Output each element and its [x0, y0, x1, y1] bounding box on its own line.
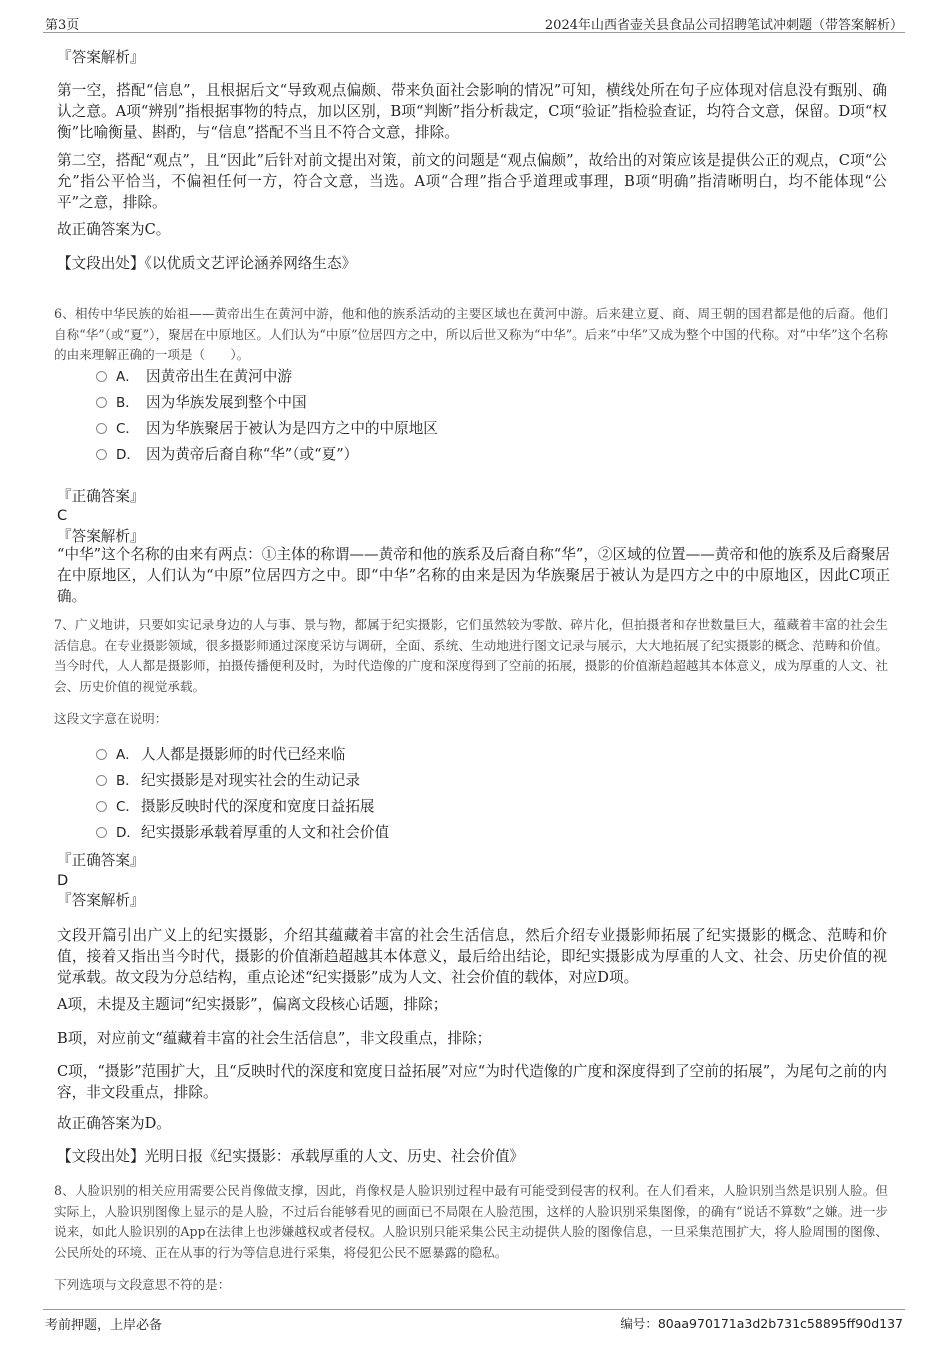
option-key: A． — [116, 369, 139, 385]
option-text: 因为黄帝后裔自称“华”（或“夏”） — [146, 446, 359, 463]
page-number: 第3页 — [45, 18, 80, 33]
q7-stem: 7、广义地讲，只要如实记录身边的人与事、景与物，都属于纪实摄影，它们虽然较为零散、碎片化，但拍摄者和存世数量巨大，蕴藏着丰富的社会生活信息。在专业摄影领域，很多摄影师通过深度采访与调研，全面、系统、生动地进行图文记录与展示，大大地拓展了纪实摄影的概念、范畴和价值。当今时代，人人都是摄影师，拍摄传播便利及时，为时代造像的广度和深度得到了空前的拓展，摄影的价值渐趋超越其本体意义，成为厚重的人文、社会、历史价值的视觉承载。 — [54, 617, 888, 694]
radio-icon[interactable] — [96, 423, 107, 434]
q7-analysis-a: A项，未提及主题词“纪实摄影”，偏离文段核心话题，排除； — [57, 996, 448, 1013]
q7-analysis-b: B项，对应前文“蕴藏着丰富的社会生活信息”，非文段重点，排除； — [57, 1030, 492, 1047]
option-text: 因黄帝出生在黄河中游 — [146, 368, 292, 385]
q6-stem: 6、相传中华民族的始祖——黄帝出生在黄河中游，他和他的族系活动的主要区域也在黄河中游。后来建立夏、商、周王朝的国君都是他的后裔。他们自称“华”（或“夏”），聚居在中原地区。人们认为“中原”位居四方之中，所以后世又称为“中华”。后来“中华”又成为整个中国的代称。对“中华”这个名称的由来理解正确的一项是（ ）。 — [54, 306, 888, 362]
option-text: 人人都是摄影师的时代已经来临 — [141, 746, 346, 763]
radio-icon[interactable] — [96, 397, 107, 408]
page-footer — [43, 1309, 905, 1333]
q7-prompt: 这段文字意在说明： — [54, 711, 168, 726]
q7-analysis-label: 『答案解析』 — [57, 892, 145, 909]
q8-stem: 8、人脸识别的相关应用需要公民肖像做支撑，因此，肖像权是人脸识别过程中最有可能受到侵害的权利。在人们看来，人脸识别当然是识别人脸。但实际上，人脸识别图像上显示的是人脸，不过后台能够看见的画面已不局限在人脸范围，这样的人脸识别采集图像，的确有“说话不算数”之嫌。进一步说来，如此人脸识别的App在法律上也涉嫌越权或者侵权。人脸识别只能采集公民主动提供人脸的图像信息，一旦采集范围扩大，将人脸周围的图像、公民所处的环境、正在从事的行为等信息进行采集，将侵犯公民不愿暴露的隐私。 — [54, 1183, 888, 1260]
document-code: 编号：80aa970171a3d2b731c58895ff90d137 — [620, 1316, 903, 1331]
q6-option-d[interactable] — [96, 445, 358, 465]
option-text: 因为华族发展到整个中国 — [146, 394, 307, 411]
page-header — [43, 14, 905, 33]
q6-answer-label: 『正确答案』 — [57, 488, 145, 505]
q7-conclusion: 故正确答案为D。 — [57, 1115, 171, 1132]
q7-answer: D — [57, 872, 69, 889]
q5-analysis-label: 『答案解析』 — [57, 49, 145, 66]
option-key: C． — [116, 421, 139, 437]
q6-analysis: “中华”这个名称的由来有两点：①主体的称谓——黄帝和他的族系及后裔自称“华”，②区域的位置——黄帝和他的族系及后裔聚居在中原地区，人们认为“中原”位居四方之中。即“中华”名称的由来是因为华族聚居于被认为是四方之中的中原地区，因此C项正确。 — [57, 546, 890, 605]
option-text: 摄影反映时代的深度和宽度日益拓展 — [141, 798, 375, 815]
q5-source: 【文段出处】《以优质文艺评论涵养网络生态》 — [57, 255, 357, 272]
radio-icon[interactable] — [96, 775, 107, 786]
q5-analysis-para2: 第二空，搭配“观点”，且“因此”后针对前文提出对策，前文的问题是“观点偏颇”，故给出的对策应该是提供公正的观点，C项“公允”指公平恰当，不偏袒任何一方，符合文意，当选。A项“合理”指合乎道理或事理，B项“明确”指清晰明白，均不能体现“公平”之意，排除。 — [57, 152, 887, 211]
q7-analysis-c: C项，“摄影”范围扩大，且“反映时代的深度和宽度日益拓展”对应“为时代造像的广度和深度得到了空前的拓展”，为尾句之前的内容，非文段重点，排除。 — [57, 1063, 887, 1101]
radio-icon[interactable] — [96, 749, 107, 760]
footer-slogan: 考前押题，上岸必备 — [45, 1318, 163, 1333]
radio-icon[interactable] — [96, 801, 107, 812]
q7-source: 【文段出处】光明日报《纪实摄影：承载厚重的人文、历史、社会价值》 — [57, 1148, 525, 1165]
option-key: A． — [116, 747, 139, 763]
option-text: 纪实摄影承载着厚重的人文和社会价值 — [141, 824, 390, 841]
document-title: 2024年山西省壶关县食品公司招聘笔试冲刺题（带答案解析） — [544, 18, 903, 33]
option-key: D． — [116, 447, 140, 463]
q7-analysis-para1: 文段开篇引出广义上的纪实摄影，介绍其蕴藏着丰富的社会生活信息，然后介绍专业摄影师拓展了纪实摄影的概念、范畴和价值，接着又指出当今时代，摄影的价值渐趋超越其本体意义，最后给出结论，即纪实摄影成为厚重的人文、社会、历史价值的视觉承载。故文段为分总结构，重点论述“纪实摄影”成为人文、社会价值的载体，对应D项。 — [57, 927, 887, 986]
option-key: C． — [116, 799, 139, 815]
q6-option-c[interactable] — [96, 419, 438, 439]
q6-option-a[interactable] — [96, 367, 292, 387]
option-key: B． — [116, 773, 139, 789]
q7-option-a[interactable] — [96, 745, 345, 765]
radio-icon[interactable] — [96, 449, 107, 460]
option-text: 纪实摄影是对现实社会的生动记录 — [141, 772, 360, 789]
q5-analysis-para1: 第一空，搭配“信息”，且根据后文“导致观点偏颇、带来负面社会影响的情况”可知，横线处所在句子应体现对信息没有甄别、确认之意。A项“辨别”指根据事物的特点，加以区别，B项“判断”指分析裁定，C项“验证”指检验查证，均符合文意，保留。D项“权衡”比喻衡量、斟酌，与“信息”搭配不当且不符合文意，排除。 — [57, 82, 887, 141]
q7-option-b[interactable] — [96, 771, 360, 791]
q6-analysis-label: 『答案解析』 — [57, 528, 145, 545]
q7-option-c[interactable] — [96, 797, 375, 817]
q6-option-b[interactable] — [96, 393, 307, 413]
option-key: B． — [116, 395, 139, 411]
option-key: D． — [116, 825, 140, 841]
q6-answer: C — [57, 507, 68, 524]
q7-option-d[interactable] — [96, 823, 389, 843]
radio-icon[interactable] — [96, 371, 107, 382]
q8-prompt: 下列选项与文段意思不符的是： — [54, 1277, 231, 1292]
option-text: 因为华族聚居于被认为是四方之中的中原地区 — [146, 420, 438, 437]
q7-answer-label: 『正确答案』 — [57, 852, 145, 869]
q5-conclusion: 故正确答案为C。 — [57, 221, 171, 238]
radio-icon[interactable] — [96, 827, 107, 838]
